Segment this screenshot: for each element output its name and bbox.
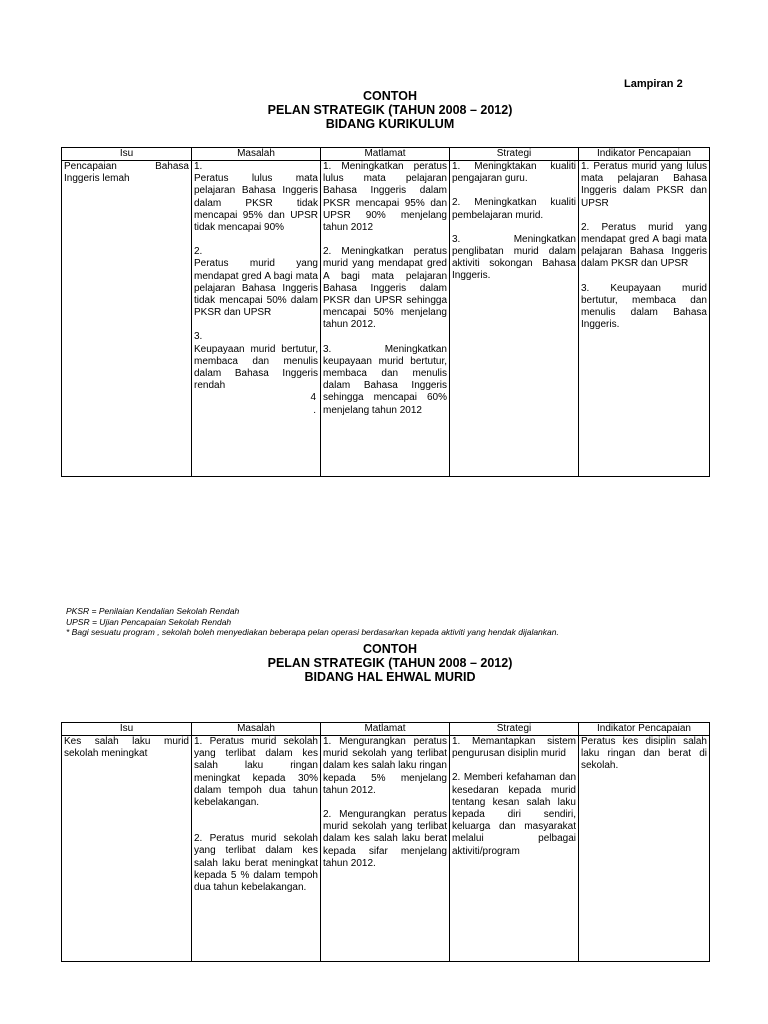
footnote-note: * Bagi sesuatu program , sekolah boleh menyediakan beberapa pelan operasi berdasarkan kepada aktiviti yang hendak dijalankan. [66,627,559,637]
header-matlamat: Matlamat [321,723,450,736]
cell-strategi [450,736,579,962]
kurikulum-table [61,147,710,477]
isu-text: Kes salah laku murid sekolah meningkat [64,736,189,760]
indikator-1: 1. Peratus murid yang lulus mata pelajaran Bahasa Inggeris dalam PKSR dan UPSR [581,161,707,209]
matlamat-1: 1. Mengurangkan peratus murid sekolah yang terlibat dalam kes salah laku ringan kepada 5% menjelang tahun 2012. [323,736,447,796]
strategi-1: 1. Memantapkan sistem pengurusan disiplin murid [452,736,576,760]
header-masalah: Masalah [192,723,321,736]
hal-ehwal-murid-table [61,722,710,962]
strategi-2: 2. Meningkatkan kualiti pembelajaran murid. [452,197,576,221]
cell-masalah [192,736,321,962]
matlamat-2: 2. Mengurangkan peratus murid sekolah yang terlibat dalam kes salah laku berat kepada sifar menjelang tahun 2012. [323,809,447,869]
page-marker-dot: . [313,404,316,416]
title-line-2: PELAN STRATEGIK (TAHUN 2008 – 2012) [267,103,513,117]
masalah-2: 2. Peratus murid sekolah yang terlibat dalam kes salah laku berat meningkat kepada 5 % dalam tempoh dua tahun kebelakangan. [194,833,318,894]
title-line-3: BIDANG KURIKULUM [325,117,455,131]
cell-matlamat [321,161,450,477]
cell-matlamat [321,736,450,962]
table-row [62,736,710,962]
appendix-label: Lampiran 2 [624,78,683,90]
header-isu: Isu [62,148,192,161]
header-indikator: Indikator Pencapaian [579,148,710,161]
indikator-3: 3. Keupayaan murid bertutur, membaca dan menulis dalam Bahasa Inggeris. [581,282,707,331]
strategi-2: 2. Memberi kefahaman dan kesedaran kepada murid tentang kesan salah laku kepada diri sendiri, keluarga dan masyarakat melalui pelbagai aktiviti/program [452,772,576,857]
title-line-3: BIDANG HAL EHWAL MURID [304,670,476,684]
cell-strategi [450,161,579,477]
cell-indikator [579,161,710,477]
indikator-2: 2. Peratus murid yang mendapat gred A bagi mata pelajaran Bahasa Inggeris dalam PKSR dan UPSR [581,221,707,270]
cell-isu [62,736,192,962]
header-matlamat: Matlamat [321,148,450,161]
header-strategi: Strategi [450,723,579,736]
masalah-1: 1. Peratus murid sekolah yang terlibat dalam kes salah laku ringan meningkat kepada 30% dalam tempoh dua tahun kebelakangan. [194,736,318,809]
isu-text: Pencapaian Bahasa Inggeris lemah [64,161,189,185]
strategi-1: 1. Meningktakan kualiti pengajaran guru. [452,161,576,185]
section1-title [0,89,768,131]
title-line-1: CONTOH [363,642,417,656]
footnotes [66,606,559,638]
matlamat-3: 3. Meningkatkan keupayaan murid bertutur, membaca dan menulis dalam Bahasa Inggeris sehingga mencapai 60% menjelang tahun 2012 [323,343,447,416]
footnote-pksr: PKSR = Penilaian Kendalian Sekolah Rendah [66,606,240,616]
strategi-3: 3. Meningkatkan penglibatan murid dalam aktiviti sokongan Bahasa Inggeris. [452,233,576,282]
cell-isu [62,161,192,477]
table-row [62,161,710,477]
title-line-1: CONTOH [363,89,417,103]
table-header-row [62,148,710,161]
page-marker-number: 4 [310,392,316,404]
header-isu: Isu [62,723,192,736]
table-header-row [62,723,710,736]
header-strategi: Strategi [450,148,579,161]
matlamat-1: 1. Meningkatkan peratus lulus mata pelajaran Bahasa Inggeris dalam PKSR mencapai 95% dan UPSR 90% menjelang tahun 2012 [323,161,447,234]
header-masalah: Masalah [192,148,321,161]
cell-indikator [579,736,710,962]
indikator-1: Peratus kes disiplin salah laku ringan dan berat di sekolah. [581,736,707,772]
masalah-2: 2. Peratus murid yang mendapat gred A bagi mata pelajaran Bahasa Inggeris tidak mencapai 50% dalam PKSR dan UPSR [194,246,318,319]
masalah-1: 1. Peratus lulus mata pelajaran Bahasa Inggeris dalam PKSR tidak mencapai 95% dan UPSR tidak mencapai 90% [194,161,318,234]
cell-masalah [192,161,321,477]
header-indikator: Indikator Pencapaian [579,723,710,736]
footnote-upsr: UPSR = Ujian Pencapaian Sekolah Rendah [66,616,232,627]
masalah-3: 3. Keupayaan murid bertutur, membaca dan menulis dalam Bahasa Inggeris rendah [194,331,318,392]
section2-title [0,642,768,684]
matlamat-2: 2. Meningkatkan peratus murid yang mendapat gred A bagi mata pelajaran Bahasa Inggeris dalam PKSR dan UPSR sehingga mencapai 50% menjelang tahun 2012. [323,246,447,331]
title-line-2: PELAN STRATEGIK (TAHUN 2008 – 2012) [267,656,513,670]
